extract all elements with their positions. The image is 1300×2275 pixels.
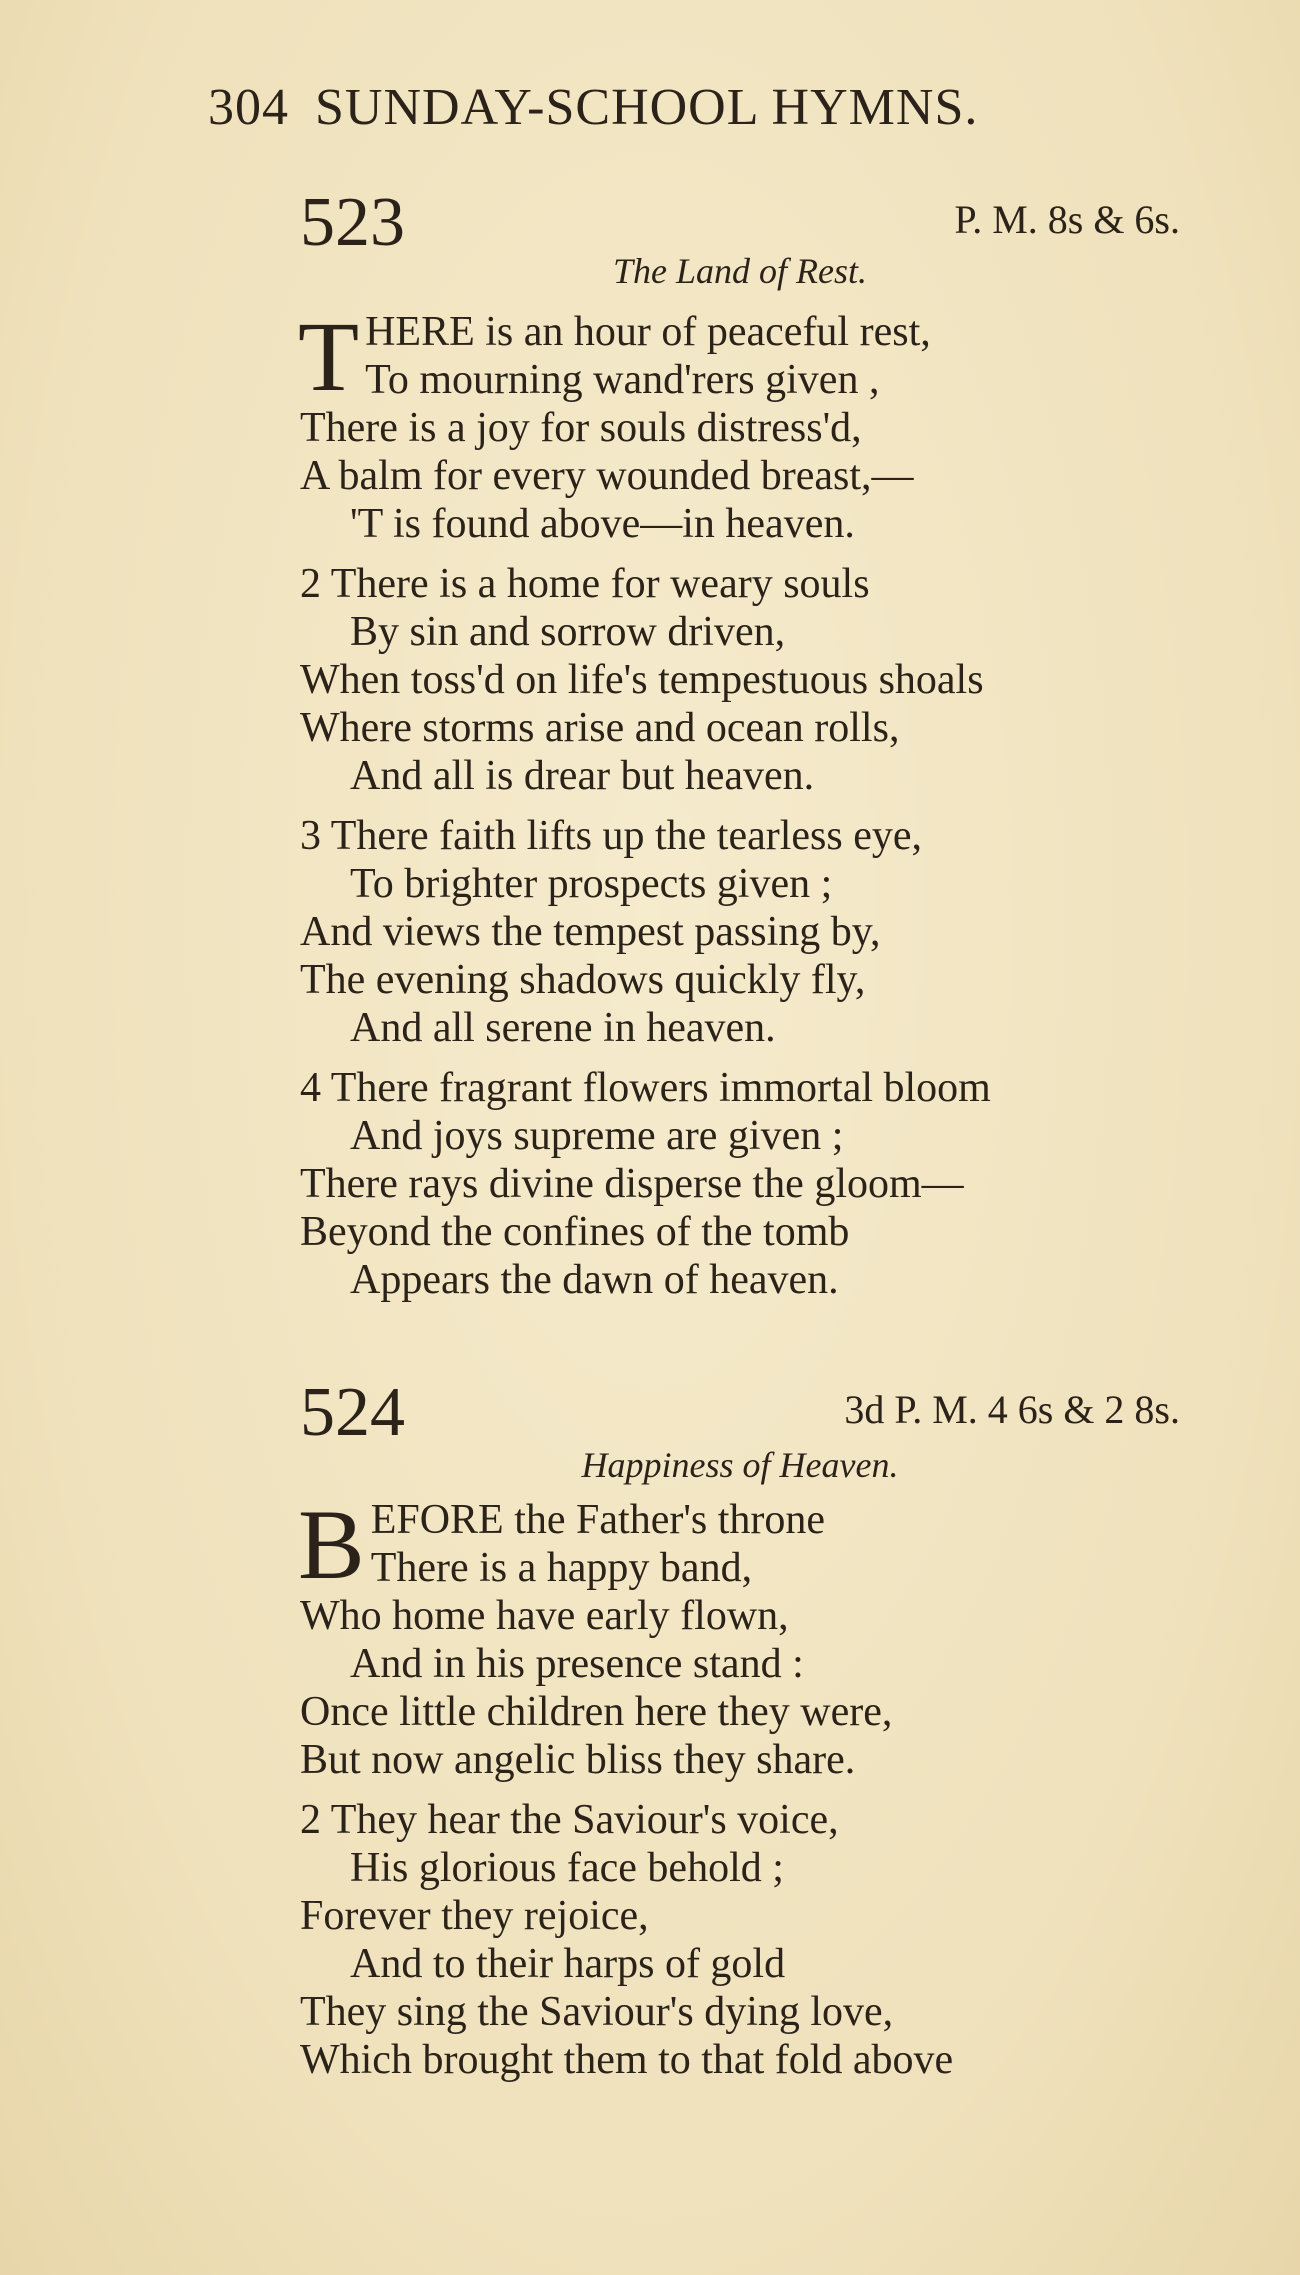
- verse-line: A balm for every wounded breast,—: [300, 453, 914, 499]
- verse-line: And in his presence stand :: [350, 1641, 804, 1687]
- verse-line: They sing the Saviour's dying love,: [300, 1989, 894, 2035]
- verse-line: Who home have early flown,: [300, 1593, 789, 1639]
- verse-line: When toss'd on life's tempestuous shoals: [300, 657, 984, 703]
- verse-line: Which brought them to that fold above: [300, 2037, 954, 2083]
- verse-line: The evening shadows quickly fly,: [300, 957, 866, 1003]
- verse-line: Where storms arise and ocean rolls,: [300, 705, 900, 751]
- hymn-number: 523: [300, 184, 405, 261]
- hymn-number: 524: [300, 1374, 405, 1451]
- hymn-title: Happiness of Heaven.: [581, 1445, 899, 1485]
- verse-line: There is a happy band,: [370, 1545, 753, 1591]
- page-number: 304: [208, 79, 289, 136]
- verse-line: And all is drear but heaven.: [350, 753, 815, 799]
- verse-line: And views the tempest passing by,: [300, 909, 881, 955]
- hymn-meter: P. M. 8s & 6s.: [954, 197, 1180, 242]
- hymn-title: The Land of Rest.: [612, 251, 867, 291]
- verse-line: And to their harps of gold: [350, 1941, 786, 1987]
- verse-line: 2 They hear the Saviour's voice,: [300, 1797, 839, 1843]
- verse-line: Beyond the confines of the tomb: [300, 1209, 850, 1255]
- drop-cap: T: [298, 301, 360, 412]
- running-title: SUNDAY-SCHOOL HYMNS.: [315, 79, 979, 136]
- hymn-meter: 3d P. M. 4 6s & 2 8s.: [844, 1387, 1180, 1432]
- verse-line: 2 There is a home for weary souls: [300, 561, 870, 607]
- verse-line: To brighter prospects given ;: [350, 861, 833, 907]
- verse-line: Once little children here they were,: [300, 1689, 893, 1735]
- verse-line: To mourning wand'rers given ,: [365, 357, 880, 403]
- verse-line: By sin and sorrow driven,: [350, 609, 786, 655]
- verse-line: There rays divine disperse the gloom—: [300, 1161, 964, 1207]
- verse-line: But now angelic bliss they share.: [300, 1737, 856, 1783]
- verse-line: 'T is found above—in heaven.: [350, 501, 855, 547]
- stanza: [298, 1489, 1220, 1784]
- verse-line: EFORE the Father's throne: [370, 1497, 826, 1543]
- running-header: [208, 78, 978, 137]
- stanza: [300, 1064, 1220, 1304]
- stanza: [300, 812, 1220, 1052]
- verse-line: Forever they rejoice,: [300, 1893, 649, 1939]
- hymn-verses: [298, 1489, 1220, 2096]
- verse-line: Appears the dawn of heaven.: [350, 1257, 839, 1303]
- drop-cap: B: [298, 1489, 365, 1600]
- stanza: [300, 1796, 1220, 2084]
- verse-line: And all serene in heaven.: [350, 1005, 776, 1051]
- verse-line: 4 There fragrant flowers immortal bloom: [300, 1065, 991, 1111]
- verse-line: And joys supreme are given ;: [350, 1113, 844, 1159]
- verse-line: 3 There faith lifts up the tearless eye,: [300, 813, 923, 859]
- stanza: [300, 560, 1220, 800]
- verse-line: HERE is an hour of peaceful rest,: [365, 309, 931, 355]
- verse-line: There is a joy for souls distress'd,: [300, 405, 862, 451]
- stanza: [298, 301, 1220, 548]
- hymn-verses: [298, 301, 1220, 1316]
- verse-line: His glorious face behold ;: [350, 1845, 784, 1891]
